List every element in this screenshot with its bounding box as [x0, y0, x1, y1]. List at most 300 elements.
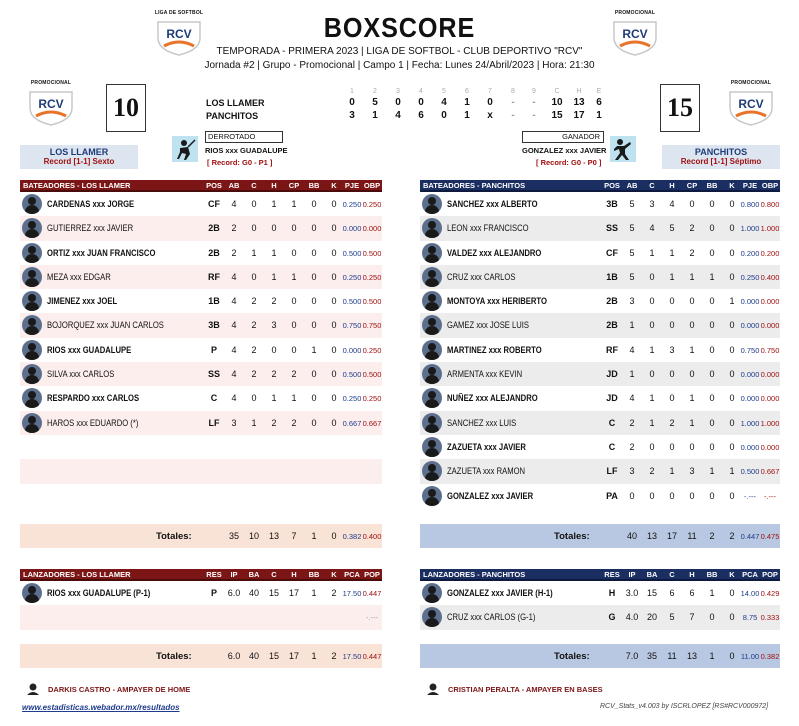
linescore-cell: 10 — [551, 97, 563, 108]
stat-cell: 1 — [729, 466, 735, 477]
player-avatar — [422, 364, 442, 384]
stat-cell: 0.000 — [362, 224, 382, 234]
player-avatar — [422, 583, 442, 603]
stat-cell: 2 — [251, 296, 257, 307]
total-cell: 2 — [331, 650, 337, 661]
player-name[interactable]: GUTIERREZ xxx JAVIER — [47, 223, 134, 234]
total-cell: 40 — [248, 650, 259, 661]
player-name[interactable]: MEZA xxx EDGAR — [47, 271, 111, 282]
player-name[interactable]: SILVA xxx CARLOS — [47, 369, 115, 380]
stat-cell: RF — [208, 271, 220, 282]
stat-cell: 1 — [709, 466, 715, 477]
column-header: BB — [308, 181, 320, 190]
linescore-cell: 15 — [551, 110, 563, 121]
player-name[interactable]: CRUZ xxx CARLOS — [447, 271, 516, 282]
stat-cell: 2 — [271, 369, 277, 380]
stat-cell-empty: -.--- — [365, 613, 379, 623]
stat-cell: 0.447 — [362, 589, 382, 598]
stat-cell: CF — [208, 199, 220, 209]
stat-cell: 1.000 — [740, 224, 760, 234]
table-row — [20, 216, 382, 240]
version-label: RCV_Stats_v4.003 by ISCRLOPEZ [RS#RCV000972] — [600, 703, 769, 710]
stat-cell: 1 — [669, 247, 675, 258]
away-logo-caption: PROMOCIONAL — [30, 80, 72, 86]
stat-cell: 0 — [709, 417, 715, 428]
total-cell: 40 — [626, 530, 637, 541]
winner-label: GANADOR — [522, 131, 604, 143]
table-row — [20, 435, 382, 459]
player-name[interactable]: SANCHEZ xxx ALBERTO — [447, 199, 538, 209]
stat-cell: 0.500 — [342, 297, 362, 307]
stat-cell: 2 — [231, 223, 237, 234]
stat-cell: C — [210, 393, 218, 404]
total-cell: 7.0 — [625, 650, 639, 661]
player-name[interactable]: MONTOYA xxx HERIBERTO — [447, 296, 547, 307]
stat-cell: 2B — [606, 296, 618, 307]
column-header: POS — [604, 181, 620, 190]
stat-cell: 0 — [291, 247, 297, 258]
player-avatar — [422, 461, 442, 481]
stat-cell: 7 — [689, 612, 695, 623]
stat-cell: P — [210, 588, 217, 598]
stat-cell: 0.250 — [362, 272, 382, 282]
stat-cell: -.--- — [763, 491, 777, 501]
stat-cell: LF — [208, 417, 220, 428]
season-subtitle: TEMPORADA - PRIMERA 2023 | LIGA DE SOFTBOL - CLUB DEPORTIVO "RCV" — [216, 46, 583, 57]
linescore-cell: - — [511, 97, 515, 108]
stat-cell: 0 — [689, 296, 695, 307]
totals-row — [20, 644, 382, 668]
linescore-team-home: PANCHITOS — [206, 111, 259, 121]
linescore-cell: - — [511, 110, 515, 121]
stat-cell: 4 — [231, 344, 237, 355]
player-avatar — [422, 315, 442, 335]
column-header: IP — [628, 570, 636, 579]
player-name[interactable]: ORTIZ xxx JUAN FRANCISCO — [47, 247, 156, 258]
stat-cell: 0 — [729, 271, 735, 282]
logo-text: RCV — [622, 27, 648, 41]
stat-cell: 0 — [669, 320, 675, 331]
stat-cell: 0.800 — [760, 200, 780, 209]
stat-cell: 0.750 — [362, 321, 382, 331]
stat-cell: 0.250 — [362, 345, 382, 355]
column-header: H — [669, 181, 675, 190]
stat-cell: 0 — [331, 344, 337, 355]
stat-cell: 0 — [669, 393, 675, 404]
stat-cell: 1 — [689, 344, 695, 355]
player-avatar — [422, 437, 442, 457]
base-umpire: CRISTIAN PERALTA - AMPAYER EN BASES — [448, 685, 603, 694]
player-avatar — [22, 340, 42, 360]
stat-cell: 0 — [709, 320, 715, 331]
player-name[interactable]: JIMENEZ xxx JOEL — [47, 296, 118, 307]
stat-cell: 0.250 — [342, 272, 362, 282]
linescore-cell: 0 — [441, 110, 447, 121]
linescore-cell: 0 — [395, 97, 401, 108]
total-cell: 17.50 — [342, 651, 362, 661]
stat-cell: 1 — [709, 588, 715, 598]
column-header: K — [729, 570, 735, 579]
table-row — [20, 386, 382, 410]
stat-cell: 2 — [251, 344, 257, 355]
stat-cell: 0 — [311, 417, 317, 428]
stat-cell: 0.667 — [362, 418, 382, 428]
player-name[interactable]: ARMENTA xxx KEVIN — [447, 369, 523, 380]
linescore-cell: 1 — [464, 110, 470, 121]
player-avatar — [422, 267, 442, 287]
stat-cell: 0 — [331, 320, 337, 331]
rcv-shield-icon — [28, 88, 74, 126]
logo-text: RCV — [166, 27, 192, 41]
stat-cell: 0 — [689, 490, 695, 501]
inning-header: 4 — [419, 88, 423, 95]
stat-cell: 2 — [271, 296, 277, 307]
home-team-logo — [722, 80, 780, 130]
stat-cell: 0 — [629, 490, 635, 501]
stat-cell: 1 — [271, 199, 277, 209]
total-cell: 0.382 — [342, 531, 362, 541]
stat-cell: 5 — [629, 199, 635, 209]
stat-cell: 6.0 — [227, 588, 241, 598]
stat-cell: C — [608, 417, 616, 428]
table-title: BATEADORES - PANCHITOS — [423, 180, 526, 190]
stat-cell: 0 — [729, 612, 735, 623]
stat-cell: 0 — [271, 344, 277, 355]
stat-cell: 2 — [669, 417, 675, 428]
player-name[interactable]: GONZALEZ xxx JAVIER — [447, 490, 534, 501]
stat-cell: 0 — [729, 441, 735, 452]
linescore-cell: 4 — [395, 110, 401, 121]
player-name[interactable]: RESPARDO xxx CARLOS — [47, 393, 140, 404]
column-header: AB — [626, 181, 638, 190]
stat-cell: 1 — [291, 199, 297, 209]
stat-cell: 0 — [709, 296, 715, 307]
stat-cell: 0 — [331, 417, 337, 428]
loser-label: DERROTADO — [205, 131, 283, 143]
stat-cell: 0.000 — [740, 394, 760, 404]
column-header: C — [251, 181, 257, 190]
stat-cell: 0 — [649, 296, 655, 307]
table-row — [420, 241, 780, 265]
column-header: K — [331, 570, 337, 579]
batting-table-home — [420, 180, 780, 548]
batter-silhouette-icon — [172, 136, 198, 162]
stat-cell: 0 — [709, 441, 715, 452]
stat-cell: 0 — [291, 344, 297, 355]
stat-cell: 0 — [669, 369, 675, 380]
column-header: H — [689, 570, 695, 579]
stat-cell: 0.000 — [760, 394, 780, 404]
stat-cell: 1 — [649, 417, 655, 428]
stat-cell: 4.0 — [625, 612, 639, 623]
total-cell: 13 — [646, 530, 657, 541]
table-row — [20, 313, 382, 337]
stat-cell: 0 — [689, 441, 695, 452]
stat-cell: SS — [207, 369, 220, 380]
table-header — [20, 180, 382, 192]
stat-cell: 0.000 — [760, 297, 780, 307]
loser-pitcher-record: [ Record: G0 - P1 ] — [207, 158, 273, 167]
total-cell: 10 — [248, 530, 259, 541]
stat-cell: 0 — [251, 223, 257, 234]
stat-cell: 4 — [231, 296, 237, 307]
stat-cell: 2 — [291, 369, 297, 380]
stat-cell: 1 — [311, 588, 317, 598]
stat-cell: 0 — [729, 223, 735, 234]
umpire-icon — [26, 683, 40, 695]
stat-cell: 4 — [231, 393, 237, 404]
total-cell: 0 — [331, 530, 337, 541]
stat-cell: 3 — [271, 320, 277, 331]
total-cell: 11.00 — [740, 651, 760, 661]
stat-cell: 0.000 — [760, 321, 780, 331]
column-header: BA — [248, 570, 260, 579]
stat-cell: 0 — [729, 320, 735, 331]
inning-header: 3 — [396, 88, 400, 95]
stat-cell: 0.500 — [342, 248, 362, 258]
stat-cell: 0 — [709, 223, 715, 234]
player-name[interactable]: ZAZUETA xxx JAVIER — [447, 441, 526, 452]
linescore-cell: x — [487, 110, 493, 121]
stat-cell: PA — [606, 490, 618, 501]
table-header — [420, 569, 780, 581]
stat-cell: 0 — [311, 247, 317, 258]
stat-cell: RF — [606, 344, 618, 355]
player-name[interactable]: BOJORQUEZ xxx JUAN CARLOS — [47, 320, 164, 331]
home-plate-umpire: DARKIS CASTRO - AMPAYER DE HOME — [48, 685, 191, 694]
away-score: 10 — [106, 84, 146, 132]
stat-cell: 4 — [231, 271, 237, 282]
stat-cell: 1.000 — [740, 418, 760, 428]
stat-cell: 0.500 — [362, 297, 382, 307]
player-avatar — [422, 607, 442, 627]
stat-cell: 0.500 — [362, 370, 382, 380]
column-header: C — [649, 181, 655, 190]
stat-cell: 0 — [291, 223, 297, 234]
player-name[interactable]: RIOS xxx GUADALUPE — [47, 344, 132, 355]
stat-cell: 1 — [291, 271, 297, 282]
stat-cell: SS — [605, 223, 618, 234]
stat-cell: 1 — [669, 466, 675, 477]
player-name[interactable]: CARDENAS xxx JORGE — [47, 199, 135, 209]
stat-cell: 0 — [729, 588, 735, 598]
stat-cell: 0.400 — [760, 272, 780, 282]
stat-cell: 15 — [268, 588, 279, 598]
total-cell: 0.475 — [760, 531, 780, 541]
loser-pitcher-name: RIOS xxx GUADALUPE — [205, 146, 288, 155]
stat-cell: 1 — [271, 247, 277, 258]
linescore-cell: 0 — [487, 97, 493, 108]
totals-label: Totales: — [156, 530, 192, 542]
stat-cell: 0.000 — [342, 345, 362, 355]
stat-cell: 0.000 — [740, 297, 760, 307]
player-name[interactable]: VALDEZ xxx ALEJANDRO — [447, 247, 542, 258]
stat-cell: 0 — [709, 199, 715, 209]
stat-cell: 0 — [709, 247, 715, 258]
stat-cell: 1 — [271, 271, 277, 282]
stat-cell: 0 — [649, 441, 655, 452]
total-cell: 1 — [709, 650, 715, 661]
stat-cell: 0 — [709, 369, 715, 380]
stat-cell: JD — [606, 369, 618, 380]
totals-label: Totales: — [554, 530, 590, 542]
stat-cell: CF — [606, 247, 618, 258]
stat-cell: 2 — [331, 588, 337, 598]
promo-logo-caption: PROMOCIONAL — [614, 10, 656, 16]
player-name[interactable]: CRUZ xxx CARLOS (G-1) — [447, 612, 536, 623]
player-name[interactable]: HAROS xxx EDUARDO (*) — [47, 417, 139, 428]
linescore-cell: 17 — [573, 110, 585, 121]
stat-cell: 0 — [729, 247, 735, 258]
inning-header: 6 — [465, 88, 469, 95]
column-header: K — [729, 181, 735, 190]
stat-cell: 0 — [669, 296, 675, 307]
column-header: AB — [228, 181, 240, 190]
inning-header: C — [554, 88, 560, 95]
stat-cell: 2 — [291, 417, 297, 428]
stat-cell: 1 — [669, 271, 675, 282]
stat-cell: 0.750 — [342, 321, 362, 331]
away-team-name: LOS LLAMER — [49, 147, 109, 157]
stat-cell: 0 — [689, 199, 695, 209]
player-name[interactable]: GAMEZ xxx JOSE LUIS — [447, 320, 530, 331]
player-name[interactable]: GONZALEZ xxx JAVIER (H-1) — [447, 588, 553, 598]
stat-cell: 40 — [248, 588, 259, 598]
home-score: 15 — [660, 84, 700, 132]
stat-cell: 1 — [311, 344, 317, 355]
batting-table-away — [20, 180, 382, 548]
player-name[interactable]: NUÑEZ xxx ALEJANDRO — [447, 393, 538, 404]
total-cell: 1 — [311, 650, 317, 661]
winner-pitcher-name: GONZALEZ xxx JAVIER — [522, 146, 607, 155]
total-cell: 0.447 — [362, 651, 382, 661]
stat-cell: P — [210, 344, 217, 355]
player-name[interactable]: ZAZUETA xxx RAMON — [447, 466, 526, 477]
total-cell: 11 — [687, 530, 697, 541]
column-header: PJE — [344, 181, 360, 190]
stat-cell: 2 — [629, 441, 635, 452]
logo-text: RCV — [738, 97, 764, 111]
player-name[interactable]: LEON xxx FRANCISCO — [447, 223, 529, 234]
stat-cell: 15 — [646, 588, 657, 598]
player-avatar — [422, 243, 442, 263]
column-header: IP — [230, 570, 238, 579]
stat-cell: 1.000 — [760, 418, 780, 428]
stat-cell: 4 — [629, 393, 635, 404]
inning-header: 8 — [511, 88, 515, 95]
league-logo-caption: LIGA DE SOFTBOL — [154, 10, 204, 16]
table-row — [20, 192, 382, 216]
player-avatar — [422, 291, 442, 311]
stat-cell: 0 — [311, 320, 317, 331]
stat-cell: 0 — [271, 223, 277, 234]
pitching-table-home — [420, 569, 780, 668]
stat-cell: 17 — [288, 588, 299, 598]
stat-cell: 3B — [606, 199, 618, 209]
stat-cell: 6 — [689, 588, 695, 598]
stat-cell: 0.250 — [362, 200, 382, 209]
stat-cell: 0.000 — [760, 442, 780, 452]
table-title: BATEADORES - LOS LLAMER — [23, 180, 131, 190]
stat-cell: 4 — [231, 369, 237, 380]
stat-cell: 1 — [629, 369, 635, 380]
stat-cell: 0.250 — [362, 394, 382, 404]
table-row — [420, 411, 780, 435]
column-header: PJE — [742, 181, 758, 190]
stat-cell: 0 — [649, 320, 655, 331]
table-row — [20, 411, 382, 435]
stat-cell: 3.0 — [625, 588, 639, 598]
stat-cell: 4 — [649, 223, 655, 234]
player-avatar — [422, 388, 442, 408]
stat-cell: 4 — [669, 199, 675, 209]
totals-row — [20, 524, 382, 548]
player-name[interactable]: RIOS xxx GUADALUPE (P-1) — [47, 588, 151, 598]
stat-cell: -.--- — [743, 491, 757, 501]
inning-header: H — [576, 88, 582, 95]
logo-text: RCV — [38, 97, 64, 111]
player-avatar — [422, 413, 442, 433]
table-header — [20, 569, 382, 581]
player-name[interactable]: SANCHEZ xxx LUIS — [447, 417, 517, 428]
column-header: PCA — [742, 570, 758, 579]
stat-cell: 1 — [271, 393, 277, 404]
player-avatar — [22, 364, 42, 384]
player-avatar — [22, 243, 42, 263]
stat-cell: 0.000 — [740, 321, 760, 331]
inning-header: E — [596, 88, 602, 95]
stat-cell: 0.800 — [740, 200, 760, 209]
table-row — [20, 484, 382, 508]
rcv-shield-icon — [728, 88, 774, 126]
player-avatar — [22, 413, 42, 433]
table-row — [420, 581, 780, 605]
table-row — [20, 362, 382, 386]
stat-cell: H — [608, 588, 616, 598]
stat-cell: 6 — [669, 588, 675, 598]
stat-cell: 0 — [331, 271, 337, 282]
stat-cell: 0 — [251, 271, 257, 282]
stat-cell: 0.333 — [760, 613, 780, 623]
stat-cell: 17.50 — [342, 589, 362, 598]
player-name[interactable]: MARTINEZ xxx ROBERTO — [447, 344, 542, 355]
winner-pitcher-record: [ Record: G0 - P0 ] — [536, 158, 602, 167]
stat-cell: 8.75 — [742, 613, 758, 623]
linescore-team-away: LOS LLAMER — [206, 98, 265, 108]
column-header: POS — [206, 181, 222, 190]
player-avatar — [22, 267, 42, 287]
stat-cell: 1B — [606, 271, 618, 282]
stat-cell: 0 — [729, 393, 735, 404]
player-avatar — [22, 388, 42, 408]
linescore-cell: 1 — [464, 97, 470, 108]
table-row — [420, 338, 780, 362]
column-header: C — [271, 570, 277, 579]
stat-cell: 0 — [331, 369, 337, 380]
stat-cell: 1 — [649, 344, 655, 355]
stat-cell: 5 — [669, 223, 675, 234]
stat-cell: 0 — [251, 393, 257, 404]
totals-row — [420, 524, 780, 548]
results-link[interactable]: www.estadisticas.webador.mx/resultados — [22, 703, 180, 712]
stat-cell: 2 — [689, 223, 695, 234]
stat-cell: 1B — [208, 296, 220, 307]
stat-cell: 1 — [689, 417, 695, 428]
stat-cell: 0 — [669, 490, 675, 501]
stat-cell: 0 — [729, 369, 735, 380]
player-avatar — [422, 218, 442, 238]
away-team-record: Record [1-1] Sexto — [43, 157, 115, 166]
